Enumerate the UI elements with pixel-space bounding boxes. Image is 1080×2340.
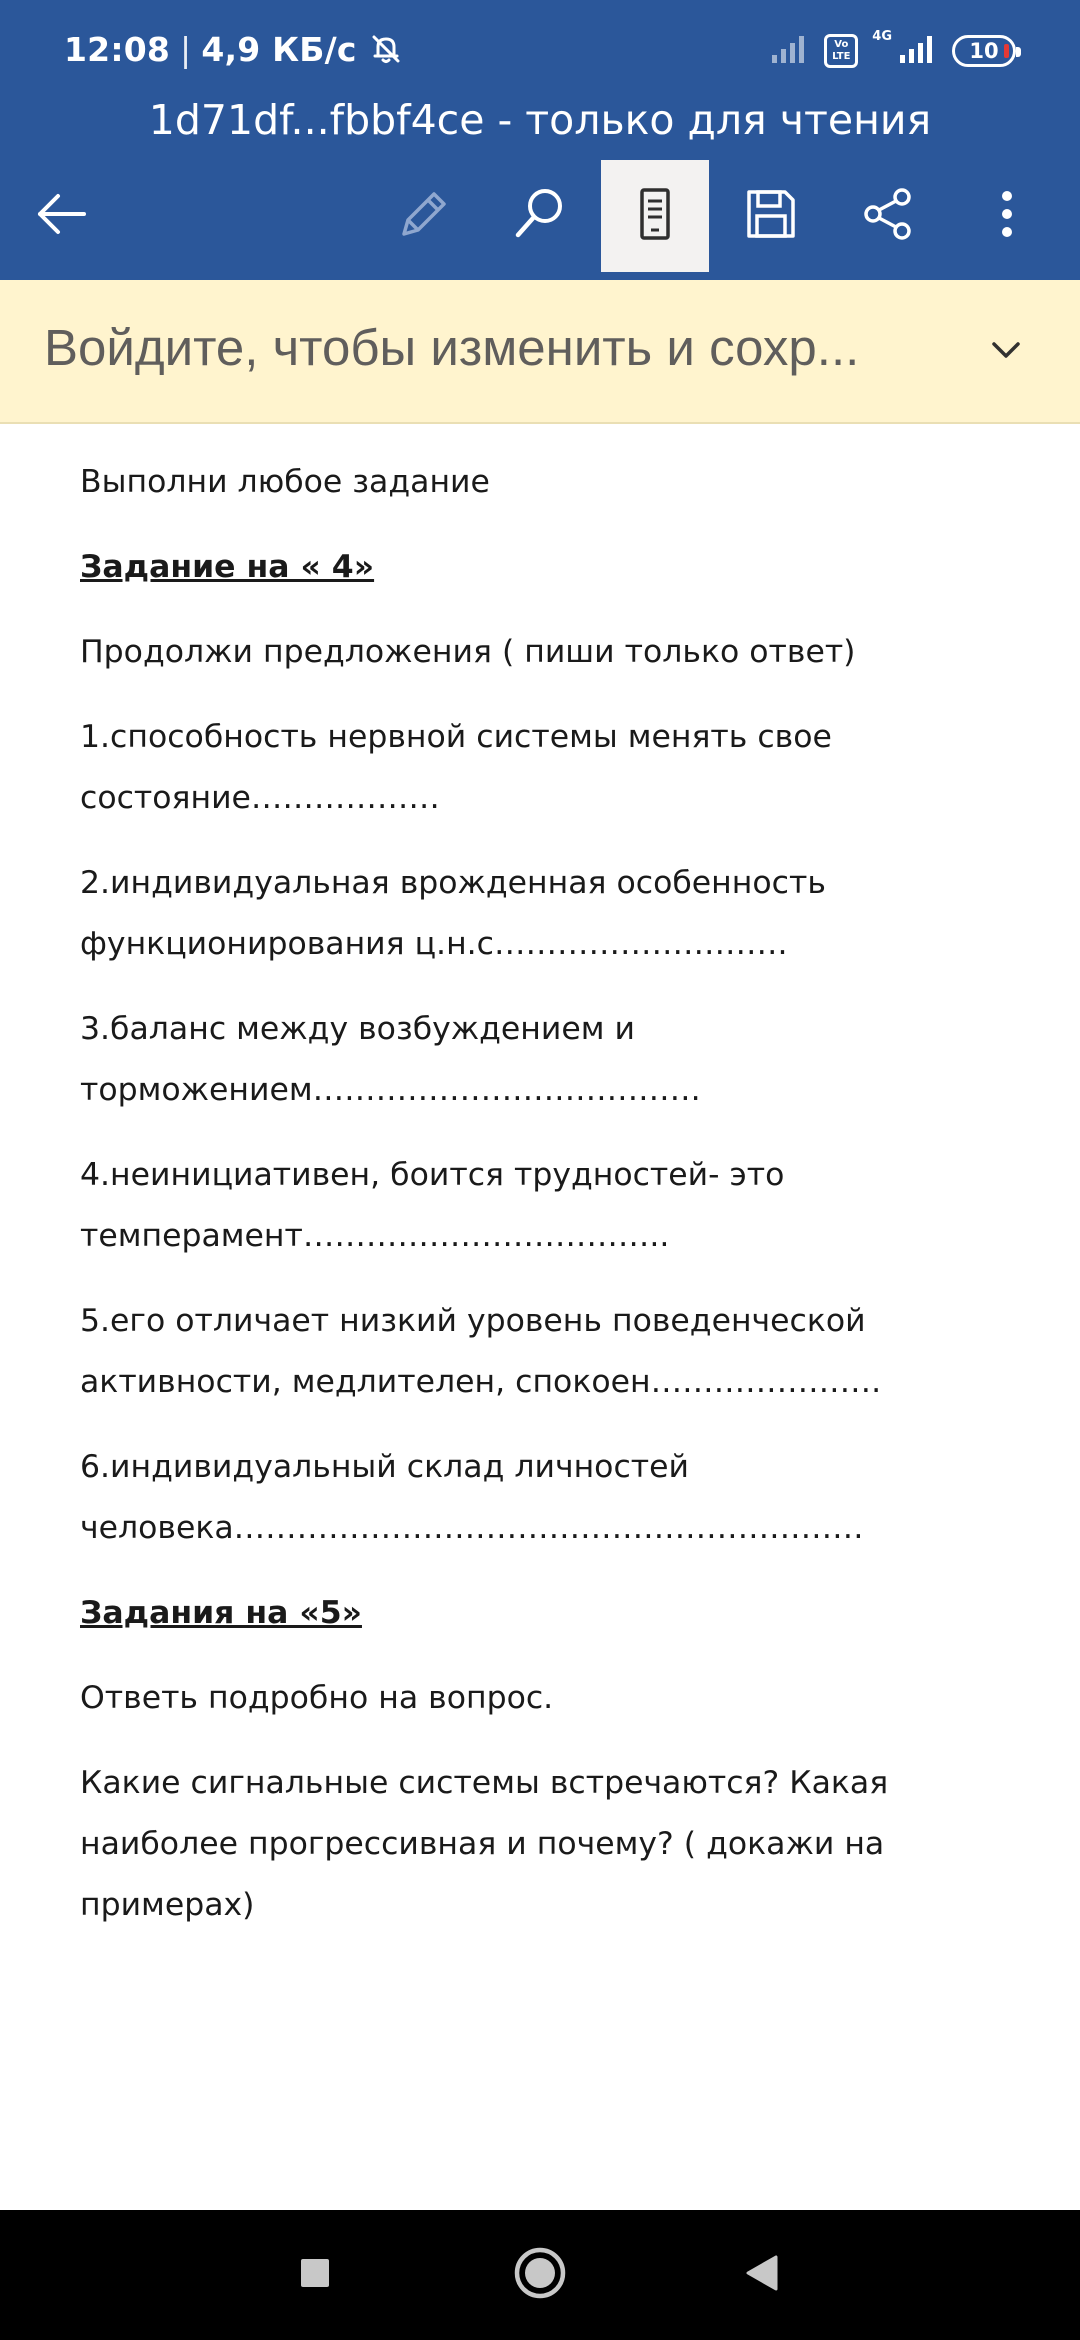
bell-muted-icon <box>369 32 403 66</box>
more-vertical-icon <box>987 184 1027 248</box>
paragraph-intro: Выполни любое задание <box>80 464 490 500</box>
arrow-left-icon <box>32 184 92 248</box>
search-icon <box>509 184 569 248</box>
battery-low-indicator <box>1004 44 1009 58</box>
battery-icon <box>952 35 1016 67</box>
square-icon <box>295 2253 335 2297</box>
status-bar <box>0 0 1080 96</box>
question-4-line-1: 4.неинициативен, боится трудностей- это <box>80 1157 785 1193</box>
expand-banner-button[interactable] <box>980 326 1032 378</box>
paragraph-answer-instruction: Ответь подробно на вопрос. <box>80 1680 554 1716</box>
triangle-back-icon <box>742 2253 782 2297</box>
question-5-line-2: активности, медлителен, спокоен…………………. <box>80 1364 882 1400</box>
mobile-view-icon <box>625 184 685 248</box>
question-6-line-1: 6.индивидуальный склад личностей <box>80 1449 689 1485</box>
document-title: 1d71df...fbbf4ce - только для чтения <box>148 96 932 144</box>
heading-task-4: Задание на « 4» <box>80 549 375 585</box>
back-nav-button[interactable] <box>702 2210 822 2340</box>
question-4-line-2: темперамент…………………………….. <box>80 1218 670 1254</box>
recents-button[interactable] <box>255 2210 375 2340</box>
question-5-line-1: 5.его отличает низкий уровень поведенческой <box>80 1303 866 1339</box>
signal-weak-icon <box>770 33 810 69</box>
paragraph-instructions: Продолжи предложения ( пиши только ответ) <box>80 634 856 670</box>
question-final-line-1: Какие сигнальные системы встречаются? Какая <box>80 1765 889 1801</box>
home-button[interactable] <box>480 2210 600 2340</box>
question-1 <box>80 707 1020 829</box>
document-body <box>80 452 1020 1960</box>
signal-strong-icon <box>898 33 938 69</box>
question-3 <box>80 999 1020 1121</box>
app-header <box>0 0 1080 280</box>
reading-view-button[interactable] <box>601 160 709 272</box>
edit-button[interactable] <box>368 160 476 272</box>
search-button[interactable] <box>485 160 593 272</box>
question-4 <box>80 1145 1020 1267</box>
status-left <box>64 26 403 72</box>
sign-in-banner[interactable] <box>0 280 1080 424</box>
question-1-line-1: 1.способность нервной системы менять свое <box>80 719 832 755</box>
chevron-down-icon <box>986 330 1026 374</box>
question-2-line-1: 2.индивидуальная врожденная особенность <box>80 865 826 901</box>
circle-home-icon <box>512 2245 568 2305</box>
share-button[interactable] <box>834 160 942 272</box>
question-2-line-2: функционирования ц.н.с………………………. <box>80 926 788 962</box>
sign-in-banner-text[interactable]: Войдите, чтобы изменить и сохр... <box>44 319 860 376</box>
status-separator: | <box>180 29 192 69</box>
volte-icon: Vo LTE <box>824 34 858 68</box>
toolbar <box>0 160 1080 272</box>
status-time: 12:08 <box>64 29 171 69</box>
back-button[interactable] <box>8 160 116 272</box>
status-speed: 4,9 КБ/с <box>201 29 357 69</box>
question-6 <box>80 1437 1020 1559</box>
question-5 <box>80 1291 1020 1413</box>
question-1-line-2: состояние……………… <box>80 780 440 816</box>
pencil-icon <box>392 184 452 248</box>
question-final-line-2: наиболее прогрессивная и почему? ( докажи на <box>80 1826 885 1862</box>
status-right <box>770 30 1016 72</box>
system-nav-bar <box>0 2210 1080 2340</box>
question-3-line-2: торможением………………………………. <box>80 1072 701 1108</box>
share-icon <box>858 184 918 248</box>
network-type: 4G <box>872 29 892 44</box>
question-6-line-2: человека…………………………………………………… <box>80 1510 864 1546</box>
battery-level: 10 <box>969 39 999 63</box>
save-button[interactable] <box>717 160 825 272</box>
question-final <box>80 1753 1020 1936</box>
question-2 <box>80 853 1020 975</box>
question-final-line-3: примерах) <box>80 1887 255 1923</box>
battery-tip <box>1016 47 1021 57</box>
heading-task-5: Задания на «5» <box>80 1595 362 1631</box>
floppy-disk-icon <box>741 184 801 248</box>
question-3-line-1: 3.баланс между возбуждением и <box>80 1011 635 1047</box>
more-options-button[interactable] <box>953 160 1061 272</box>
